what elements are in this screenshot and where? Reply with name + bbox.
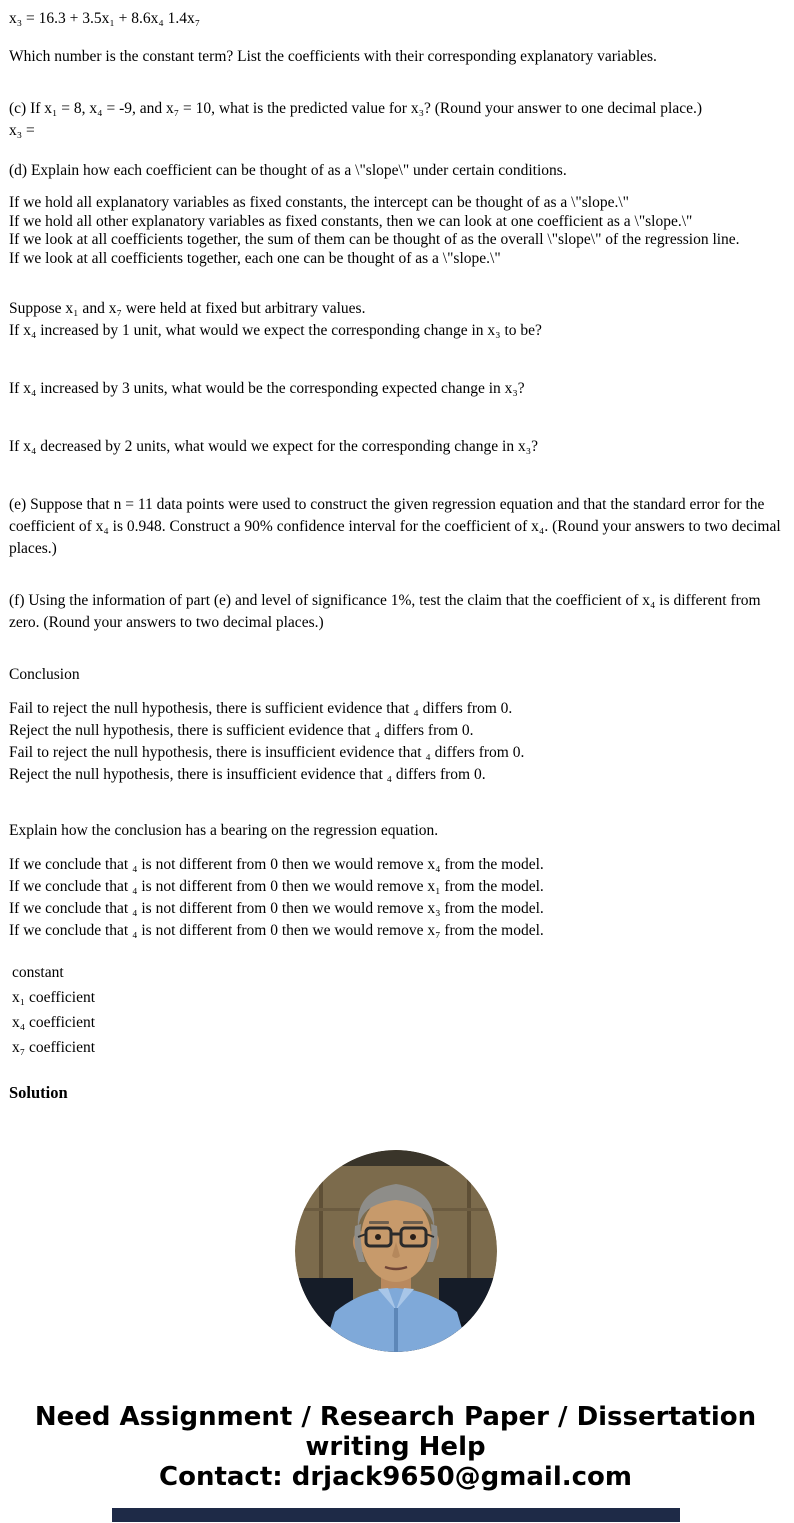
bearing-options [9,854,782,942]
answer-option: Reject the null hypothesis, there is insufficient evidence that ₄ differs from 0. [9,766,486,783]
part-f-prompt: (f) Using the information of part (e) and level of significance 1%, test the claim that the coefficient of x₄ is different from zero. (Round your answers to two decimal places.) [9,592,761,631]
person-avatar-image [295,1150,497,1352]
part-d-question-2: If x₄ increased by 3 units, what would be the corresponding expected change in x₃? [9,380,525,397]
part-d-options [9,194,782,268]
conclusion-options [9,698,782,786]
bearing-prompt: Explain how the conclusion has a bearing on the regression equation. [9,822,439,839]
part-d-question-3: If x₄ decreased by 2 units, what would we expect for the corresponding change in x₃? [9,438,539,455]
legend-item: constant [12,964,64,981]
legend-item: x₇ coefficient [12,1039,96,1056]
legend-item: x₁ coefficient [12,989,96,1006]
answer-option: If we look at all coefficients together, each one can be thought of as a \"slope.\" [9,249,501,267]
part-c-prompt: (c) If x₁ = 8, x₄ = -9, and x₇ = 10, what is the predicted value for x₃? (Round your answer to one decimal place.) [9,100,703,117]
tutor-photo [9,1150,782,1352]
bottom-bar [112,1508,680,1522]
contact-email: Contact: drjack9650@gmail.com [159,1462,632,1492]
answer-option: If we hold all explanatory variables as fixed constants, the intercept can be thought of as a \"slope.\" [9,194,629,211]
answer-option: If we conclude that ₄ is not different from 0 then we would remove x₄ from the model. [9,856,544,873]
part-d-question-1: If x₄ increased by 1 unit, what would we expect the corresponding change in x₃ to be? [9,322,542,339]
answer-option: Reject the null hypothesis, there is sufficient evidence that ₄ differs from 0. [9,722,474,739]
answer-option: Fail to reject the null hypothesis, there is insufficient evidence that ₄ differs from 0. [9,744,525,761]
constant-term-question: Which number is the constant term? List the coefficients with their corresponding explanatory variables. [9,48,657,65]
footer-heading: Need Assignment / Research Paper / Dissertation writing Help [34,1402,757,1462]
answer-option: Fail to reject the null hypothesis, there is sufficient evidence that ₄ differs from 0. [9,700,513,717]
answer-option: If we conclude that ₄ is not different from 0 then we would remove x₁ from the model. [9,878,544,895]
part-e-prompt: (e) Suppose that n = 11 data points were used to construct the given regression equation and that the standard error for the coefficient of x₄ is 0.948. Construct a 90% confidence interval for the coefficient of x₄. (Round your answers to two decimal places.) [9,496,781,557]
footer-banner [9,1402,782,1492]
part-c-answer-label: x₃ = [9,122,35,139]
conclusion-heading: Conclusion [9,666,80,683]
legend-item: x₄ coefficient [12,1014,96,1031]
coefficient-legend [9,960,782,1060]
answer-option: If we conclude that ₄ is not different from 0 then we would remove x₇ from the model. [9,922,544,939]
answer-option: If we conclude that ₄ is not different from 0 then we would remove x₃ from the model. [9,900,544,917]
answer-option: If we look at all coefficients together, the sum of them can be thought of as the overall \"slope\" of the regression line. [9,231,740,248]
answer-option: If we hold all other explanatory variables as fixed constants, then we can look at one coefficient as a \"slope.\" [9,212,693,230]
solution-heading: Solution [9,1083,68,1102]
regression-equation: x₃ = 16.3 + 3.5x₁ + 8.6x₄ 1.4x₇ [9,10,201,27]
suppose-statement: Suppose x₁ and x₇ were held at fixed but arbitrary values. [9,300,366,317]
part-d-prompt: (d) Explain how each coefficient can be thought of as a \"slope\" under certain conditions. [9,162,567,179]
